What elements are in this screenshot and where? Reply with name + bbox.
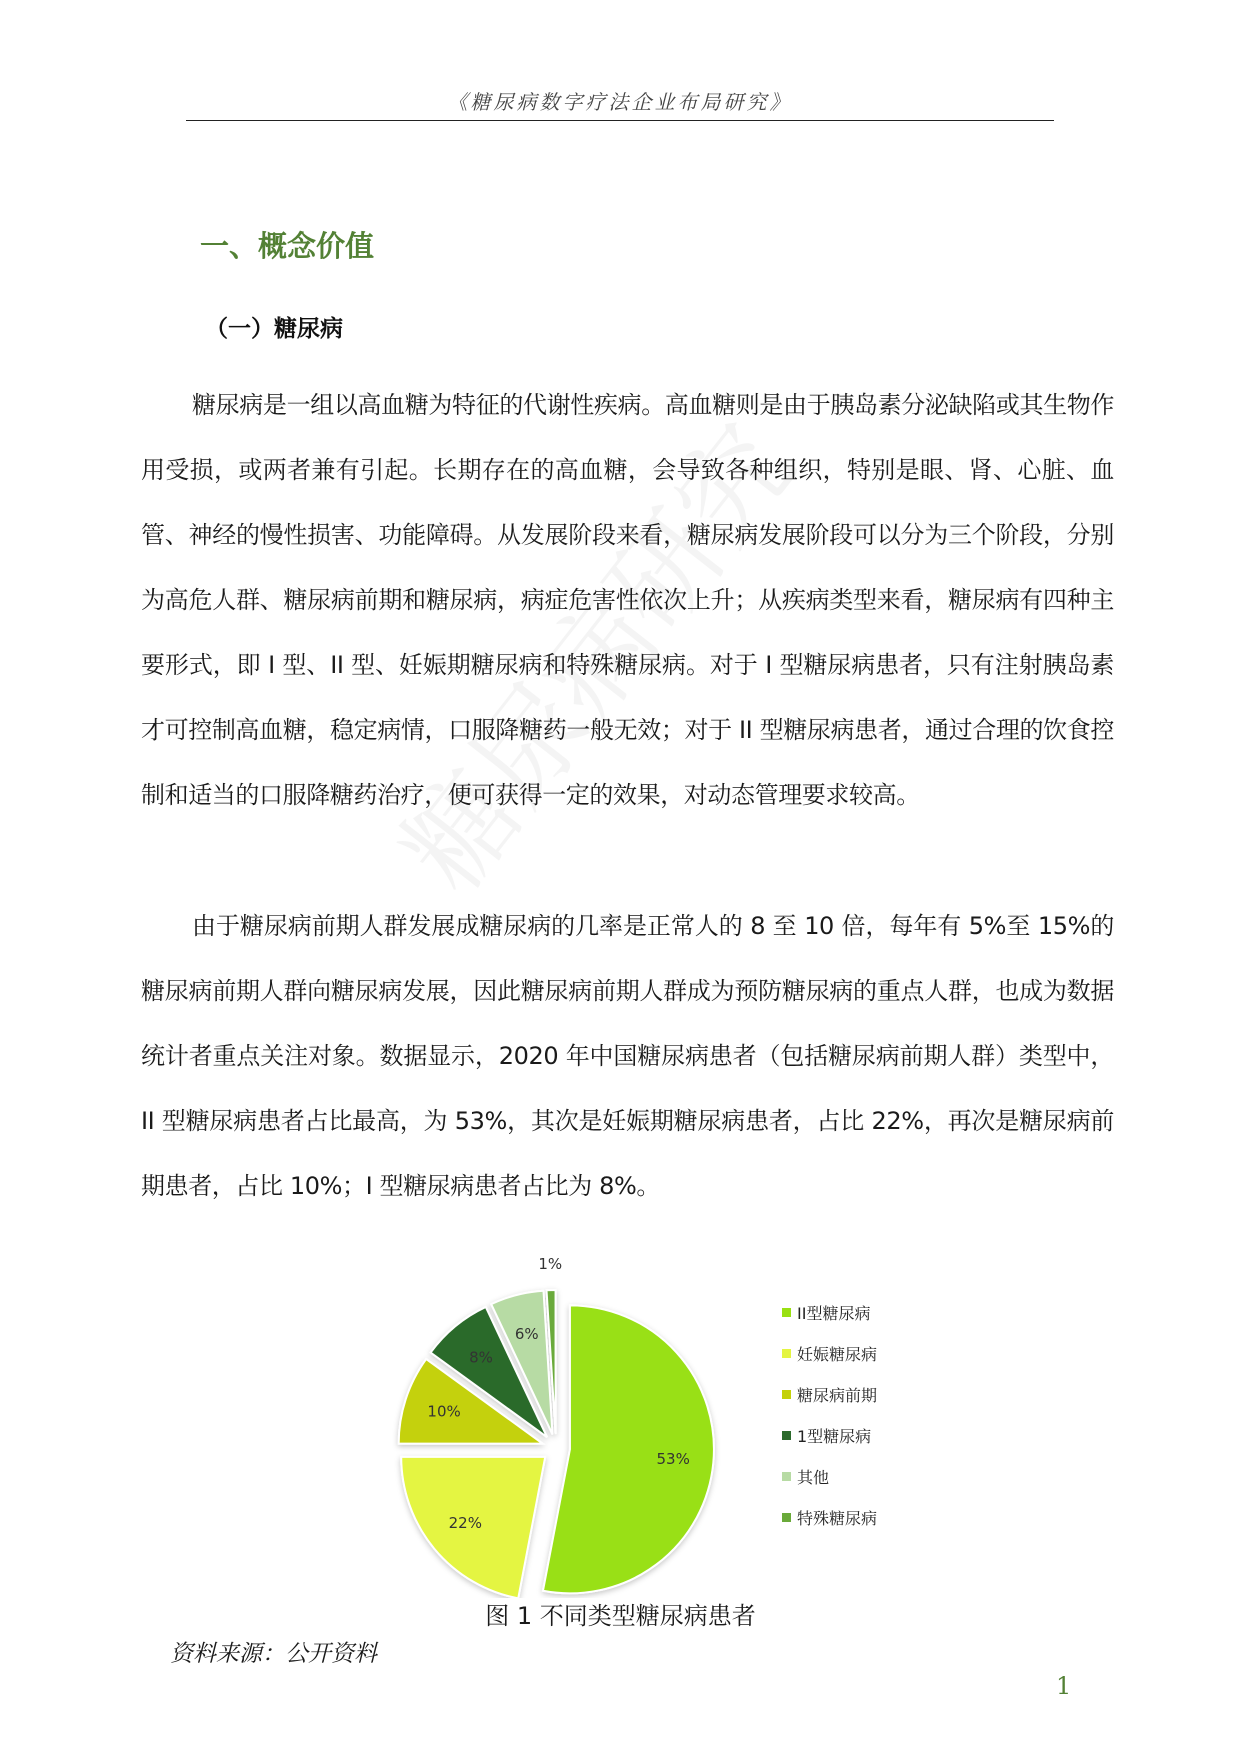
pie-label-3: 10% xyxy=(427,1402,461,1421)
legend-item-3 xyxy=(782,1374,877,1415)
legend-label-3: 糖尿病前期 xyxy=(797,1386,878,1405)
figure-caption: 图 1 不同类型糖尿病患者 xyxy=(485,1602,756,1630)
legend-item-6 xyxy=(782,1497,877,1538)
pie-label-1: 53% xyxy=(656,1450,690,1469)
paragraph-2: 由于糖尿病前期人群发展成糖尿病的几率是正常人的 8 至 10 倍，每年有 5%至 15%的糖尿病前期人群向糖尿病发展，因此糖尿病前期人群成为预防糖尿病的重点人群，也成为数据统计者重点关注对象。数据显示，2020 年中国糖尿病患者（包括糖尿病前期人群）类型中，II 型糖尿病患者占比最高，为 53%，其次是妊娠期糖尿病患者，占比 22%，再次是糖尿病前期患者，占比 10%；I 型糖尿病患者占比为 8%。 xyxy=(141,912,1114,1200)
legend-swatch-6 xyxy=(782,1513,791,1522)
legend-item-1 xyxy=(782,1292,877,1333)
pie-label-5: 6% xyxy=(514,1325,539,1344)
pie-label-4: 8% xyxy=(469,1348,493,1367)
header-rule xyxy=(186,120,1054,121)
legend-swatch-2 xyxy=(782,1349,791,1358)
legend-item-4 xyxy=(782,1415,877,1456)
page-header: 《糖尿病数字疗法企业布局研究》 xyxy=(447,90,793,114)
figure-source: 资料来源：公开资料 xyxy=(170,1641,377,1667)
legend-swatch-4 xyxy=(782,1431,791,1440)
section-heading: 一、概念价值 xyxy=(200,229,375,263)
legend-label-6: 特殊糖尿病 xyxy=(797,1509,878,1528)
subsection-heading: （一）糖尿病 xyxy=(205,316,343,342)
legend-item-5 xyxy=(782,1456,877,1497)
legend-label-5: 其他 xyxy=(797,1468,830,1487)
pie-label-2: 22% xyxy=(448,1514,482,1533)
legend-item-2 xyxy=(782,1333,877,1374)
legend-label-4: 1型糖尿病 xyxy=(797,1427,872,1446)
chart-legend xyxy=(782,1292,877,1538)
legend-label-1: II型糖尿病 xyxy=(797,1304,871,1323)
pie-label-6: 1% xyxy=(538,1255,563,1274)
legend-label-2: 妊娠糖尿病 xyxy=(797,1345,878,1364)
paragraph-1: 糖尿病是一组以高血糖为特征的代谢性疾病。高血糖则是由于胰岛素分泌缺陷或其生物作用受损，或两者兼有引起。长期存在的高血糖，会导致各种组织，特别是眼、肾、心脏、血管、神经的慢性损害、功能障碍。从发展阶段来看，糖尿病发展阶段可以分为三个阶段，分别为高危人群、糖尿病前期和糖尿病，病症危害性依次上升；从疾病类型来看，糖尿病有四种主要形式，即 I 型、II 型、妊娠期糖尿病和特殊糖尿病。对于 I 型糖尿病患者，只有注射胰岛素才可控制高血糖，稳定病情，口服降糖药一般无效；对于 II 型糖尿病患者，通过合理的饮食控制和适当的口服降糖药治疗，便可获得一定的效果，对动态管理要求较高。 xyxy=(141,391,1114,809)
legend-swatch-3 xyxy=(782,1390,791,1399)
legend-swatch-1 xyxy=(782,1308,791,1317)
legend-swatch-5 xyxy=(782,1472,791,1481)
page-number: 1 xyxy=(1056,1672,1072,1700)
